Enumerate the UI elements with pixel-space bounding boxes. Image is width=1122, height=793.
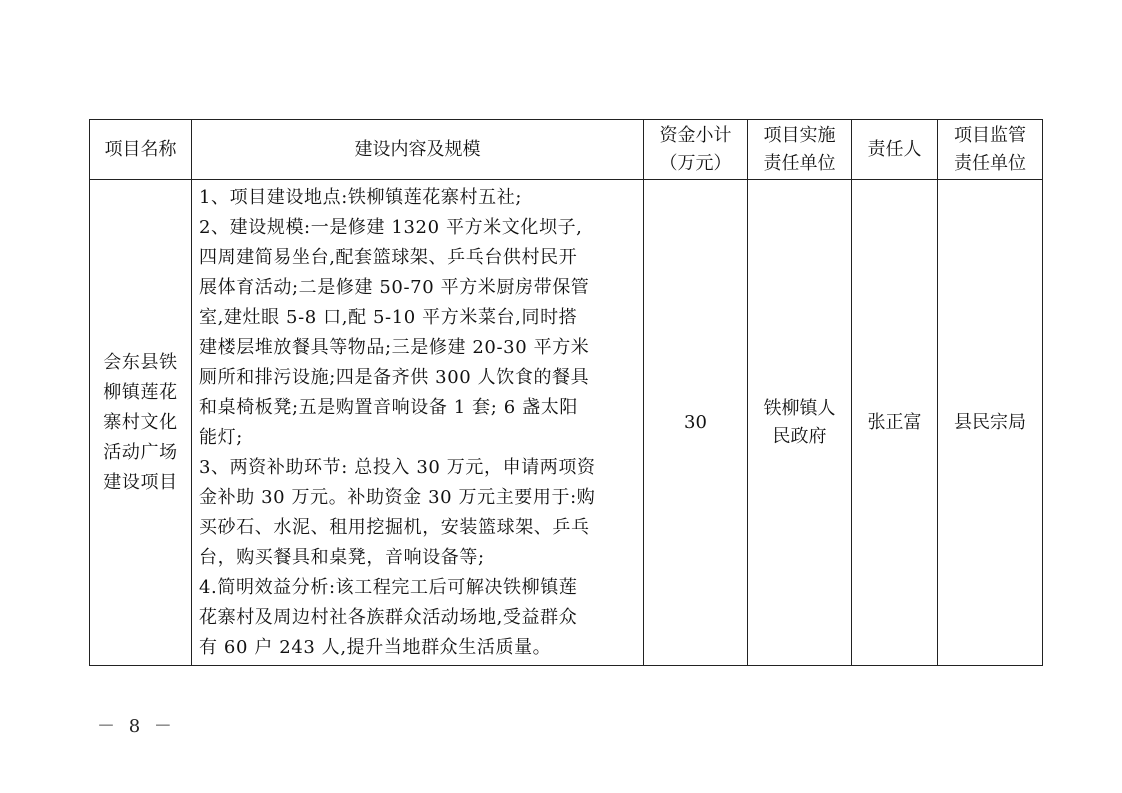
implementing-unit-line: 铁柳镇人 [763, 397, 836, 419]
content-line: 室,建灶眼 5-8 口,配 5-10 平方米菜台,同时搭 [199, 307, 578, 328]
responsible-person-value: 张正富 [867, 411, 922, 433]
content-line: 和桌椅板凳;五是购置音响设备 1 套; 6 盏太阳 [199, 397, 578, 418]
header-funds [644, 120, 748, 180]
header-supervising-unit [938, 120, 1043, 180]
content-line: 有 60 户 243 人,提升当地群众生活质量。 [199, 637, 552, 658]
header-supervise-line1: 项目监管 [954, 124, 1026, 146]
table-header-row [90, 120, 1043, 180]
page-number: － 8 － [97, 716, 176, 737]
header-project-name-text: 项目名称 [104, 138, 177, 160]
funds-cell [644, 180, 748, 666]
table-row [90, 180, 1043, 666]
content-line: 展体育活动;二是修建 50-70 平方米厨房带保管 [199, 277, 590, 298]
content-cell [192, 180, 644, 666]
content-line: 2、建设规模:一是修建 1320 平方米文化坝子, [199, 217, 583, 238]
content-line: 买砂石、水泥、租用挖掘机，安装篮球架、乒乓 [199, 517, 590, 538]
content-line: 3、两资补助环节: 总投入 30 万元，申请两项资 [199, 457, 596, 478]
funds-value: 30 [684, 411, 707, 433]
project-name-line: 活动广场 [103, 441, 178, 463]
content-line: 4.简明效益分析:该工程完工后可解决铁柳镇莲 [199, 577, 578, 598]
header-responsible-text: 责任人 [867, 138, 922, 160]
header-project-name [90, 120, 192, 180]
header-impl-line2: 责任单位 [763, 152, 836, 174]
project-name-line: 建设项目 [103, 471, 178, 493]
implementing-unit-line: 民政府 [772, 425, 827, 447]
project-name-line: 寨村文化 [103, 411, 178, 433]
project-name-cell [90, 180, 192, 666]
project-table-container [89, 119, 1042, 658]
content-line: 金补助 30 万元。补助资金 30 万元主要用于:购 [199, 487, 596, 508]
header-content [192, 120, 644, 180]
header-implementing-unit [748, 120, 852, 180]
responsible-person-cell [852, 180, 938, 666]
content-line: 四周建简易坐台,配套篮球架、乒乓台供村民开 [199, 247, 578, 268]
project-table [89, 119, 1043, 666]
header-funds-line1: 资金小计 [659, 124, 732, 146]
supervising-unit-value: 县民宗局 [954, 411, 1026, 433]
header-supervise-line2: 责任单位 [954, 152, 1026, 174]
project-name-line: 会东县铁 [103, 351, 178, 373]
header-content-text: 建设内容及规模 [354, 138, 481, 160]
content-line: 能灯; [199, 427, 243, 448]
content-line: 花寨村及周边村社各族群众活动场地,受益群众 [199, 607, 578, 628]
header-impl-line1: 项目实施 [763, 124, 836, 146]
header-responsible-person [852, 120, 938, 180]
project-name-line: 柳镇莲花 [103, 381, 178, 403]
implementing-unit-cell [748, 180, 852, 666]
content-line: 厕所和排污设施;四是备齐供 300 人饮食的餐具 [199, 367, 590, 388]
supervising-unit-cell [938, 180, 1043, 666]
content-line: 台，购买餐具和桌凳，音响设备等; [199, 547, 485, 568]
content-line: 1、项目建设地点:铁柳镇莲花寨村五社; [199, 187, 522, 208]
header-funds-line2: （万元） [659, 152, 732, 174]
content-line: 建楼层堆放餐具等物品;三是修建 20-30 平方米 [199, 337, 590, 358]
